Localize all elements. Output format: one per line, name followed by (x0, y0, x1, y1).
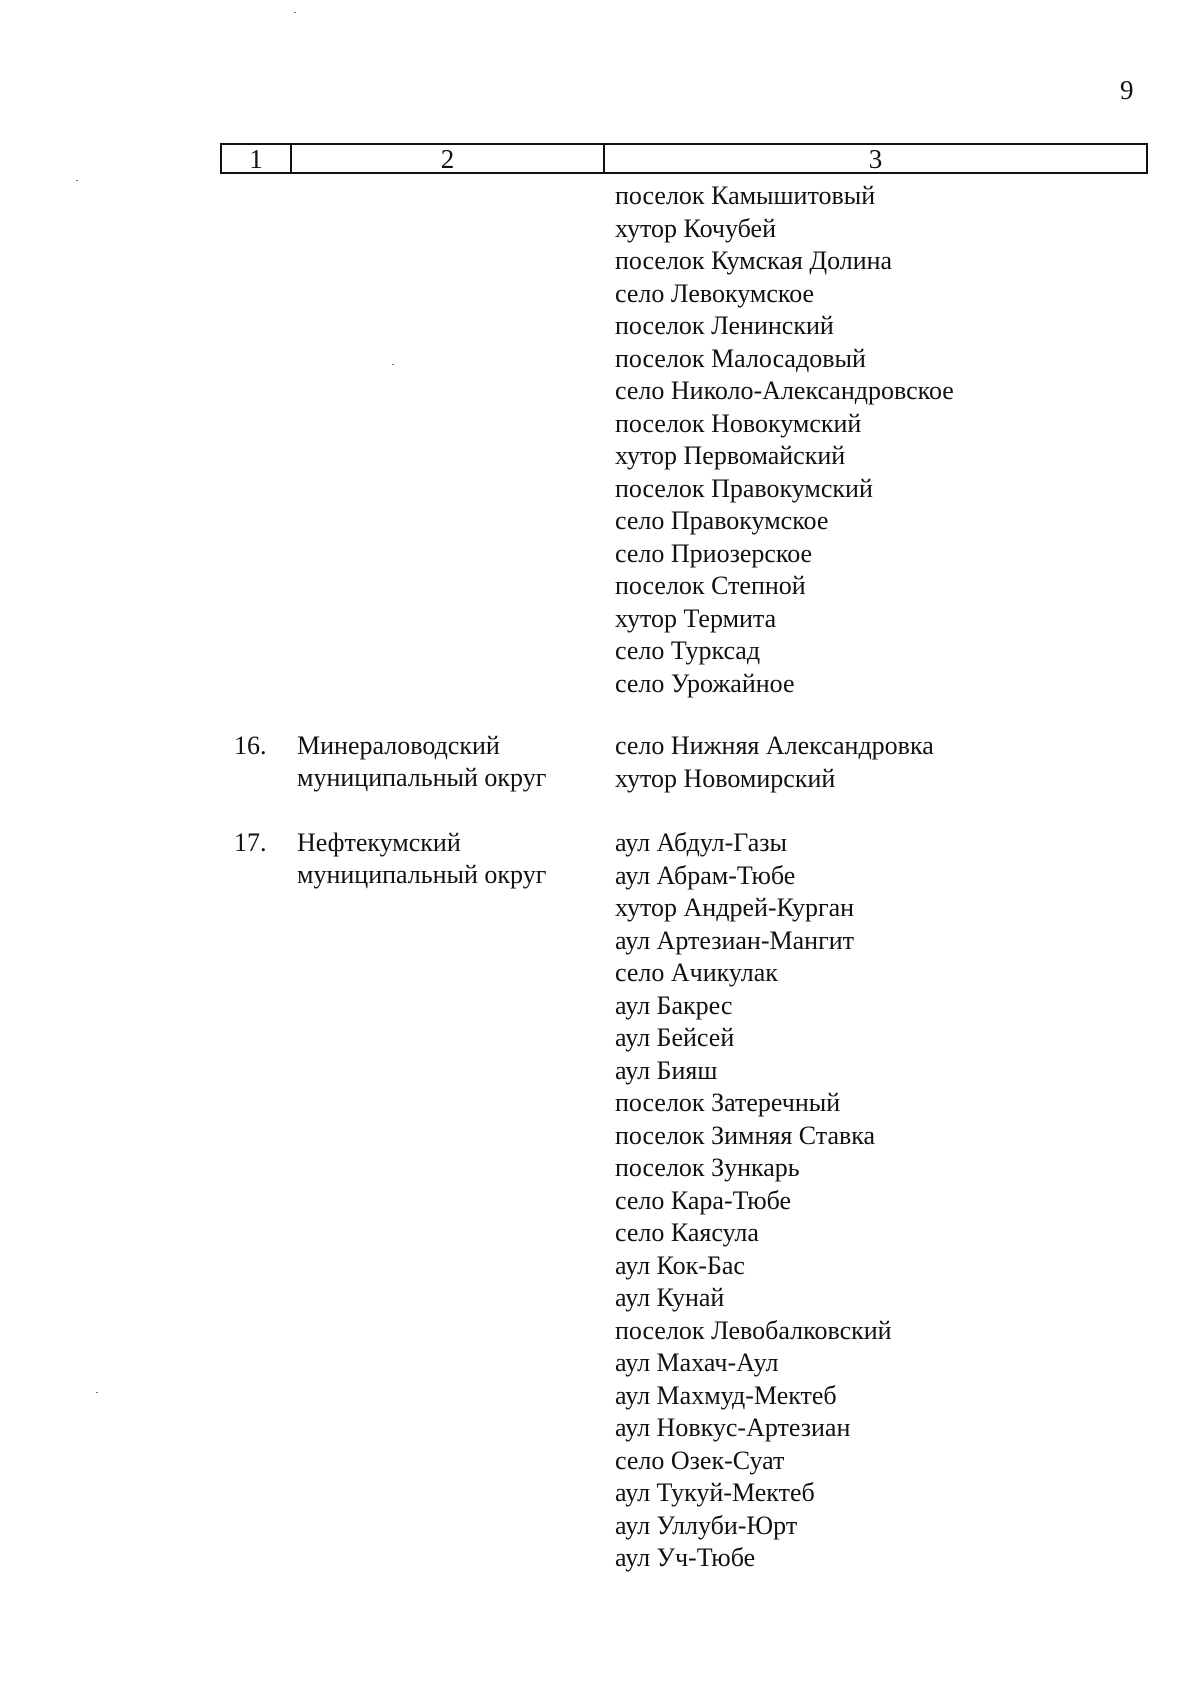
header-col-1: 1 (222, 145, 292, 172)
settlement-item: село Каясула (615, 1218, 759, 1247)
settlement-item: поселок Затеречный (615, 1088, 841, 1117)
settlement-item: аул Бакрес (615, 990, 733, 1020)
settlement-item: поселок Левобалковский (615, 1315, 892, 1345)
settlement-item: поселок Степной (615, 571, 806, 600)
settlement-item: село Левокумское (615, 278, 815, 308)
settlement-item: село Нижняя Александровка (615, 731, 934, 760)
settlement-item: село Озек-Суат (615, 1445, 785, 1475)
entry-settlement-list (615, 730, 934, 795)
settlement-item: аул Махач-Аул (615, 1348, 779, 1377)
entry-district-name: Минераловодский (297, 731, 500, 760)
settlement-item: поселок Зункарь (615, 1153, 800, 1182)
entry-district-name: Нефтекумский (297, 828, 461, 857)
settlement-item: село Кара-Тюбе (615, 1185, 792, 1215)
header-col-2: 2 (292, 145, 605, 172)
settlement-item: аул Абдул-Газы (615, 828, 787, 857)
scan-mark (392, 364, 394, 365)
settlement-item: аул Уллуби-Юрт (615, 1510, 798, 1540)
entry-district-type: муниципальный округ (297, 860, 547, 889)
settlement-item: аул Махмуд-Мектеб (615, 1380, 837, 1410)
entry-number: 16. (234, 731, 267, 760)
settlement-item: поселок Ленинский (615, 311, 834, 340)
settlement-item: аул Абрам-Тюбе (615, 860, 796, 890)
settlement-item: село Турксад (615, 636, 761, 665)
settlement-item: хутор Первомайский (615, 441, 846, 470)
settlement-item: поселок Кумская Долина (615, 246, 893, 275)
settlement-item: поселок Новокумский (615, 408, 862, 438)
settlement-item: хутор Термита (615, 603, 777, 633)
settlement-item: поселок Правокумский (615, 473, 873, 503)
settlement-item: село Ачикулак (615, 958, 778, 987)
page-number: 9 (1120, 75, 1134, 105)
scan-mark (294, 12, 296, 13)
settlement-item: аул Кунай (615, 1283, 725, 1312)
settlement-item: аул Кок-Бас (615, 1250, 745, 1280)
settlement-item: хутор Кочубей (615, 213, 776, 243)
settlement-item: аул Новкус-Артезиан (615, 1413, 851, 1442)
scan-mark (76, 180, 78, 181)
entry-district-type: муниципальный округ (297, 763, 547, 792)
settlement-item: аул Бейсей (615, 1023, 735, 1052)
settlement-item: аул Бияш (615, 1055, 718, 1085)
header-col-3: 3 (868, 144, 883, 174)
entry-number: 17. (234, 828, 267, 857)
settlement-item: поселок Малосадовый (615, 343, 866, 373)
settlement-item: хутор Андрей-Курган (615, 893, 855, 922)
settlement-item: поселок Зимняя Ставка (615, 1120, 876, 1150)
continuation-settlement-list (615, 180, 954, 700)
settlement-item: аул Тукуй-Мектеб (615, 1478, 815, 1507)
settlement-item: аул Артезиан-Мангит (615, 925, 855, 955)
settlement-item: хутор Новомирский (615, 763, 836, 793)
settlement-item: село Приозерское (615, 538, 813, 568)
settlement-item: аул Уч-Тюбе (615, 1543, 756, 1572)
entry-settlement-list (615, 827, 892, 1575)
settlement-item: поселок Камышитовый (615, 181, 876, 210)
scan-mark (96, 1392, 98, 1393)
settlement-item: село Урожайное (615, 668, 795, 698)
settlement-item: село Правокумское (615, 506, 829, 535)
column-header-row (220, 143, 1148, 174)
settlement-item: село Николо-Александровское (615, 376, 954, 405)
